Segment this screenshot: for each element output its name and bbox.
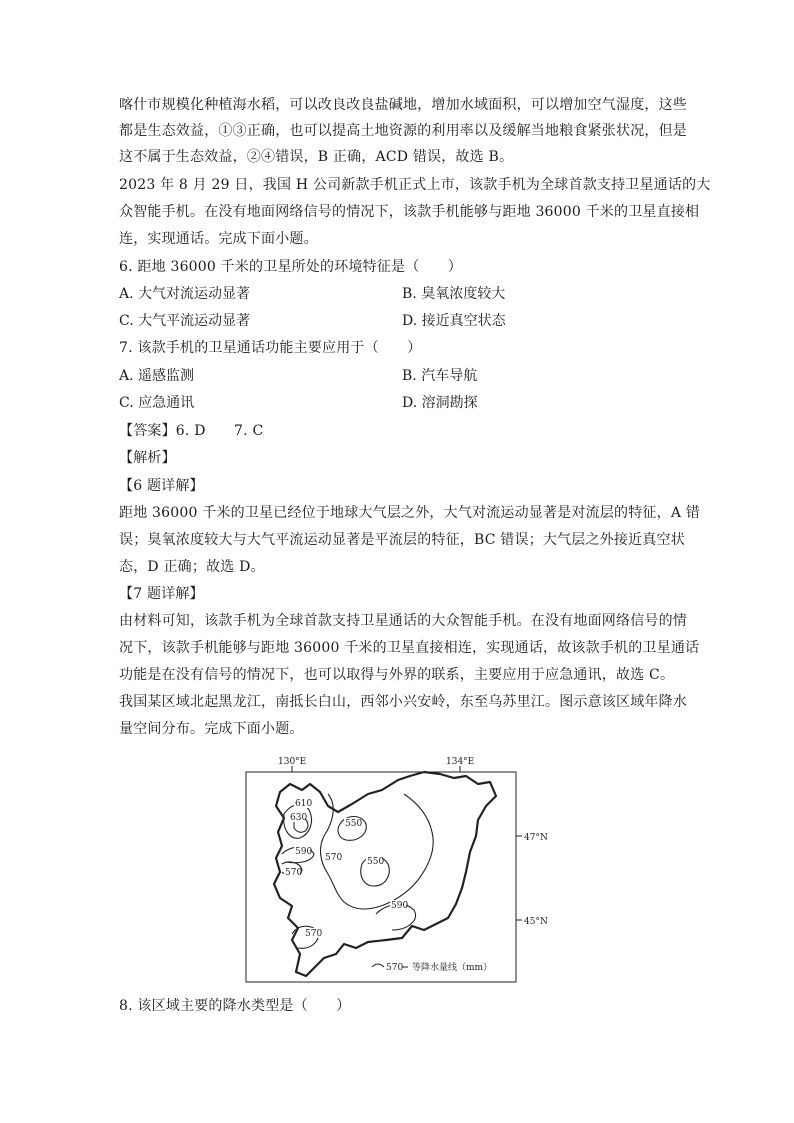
- question-8-stem: 8. 该区域主要的降水类型是（ ）: [119, 998, 351, 1014]
- isoline-label-550-central: 550: [367, 857, 385, 867]
- detail-6-heading: 【6 题详解】: [119, 478, 204, 494]
- lon-label-134: 134°E: [446, 757, 475, 767]
- prev-explanation-line-2: 都是生态效益，①③正确，也可以提高土地资源的利用率以及缓解当地粮食紧张状况，但是: [119, 123, 687, 139]
- question-7-option-b: B. 汽车导航: [402, 368, 478, 384]
- material-1-line-2: 众智能手机。在没有地面网络信号的情况下，该款手机能够与距地 36000 千米的卫星直接相: [119, 204, 700, 220]
- material-2-line-2: 量空间分布。完成下面小题。: [119, 721, 304, 737]
- question-6-stem: 6. 距地 36000 千米的卫星所处的环境特征是（ ）: [119, 259, 463, 275]
- precipitation-map: [240, 754, 560, 986]
- question-6-option-d: D. 接近真空状态: [402, 313, 506, 329]
- legend-isoline-icon: [372, 964, 384, 967]
- question-7-option-c: C. 应急通讯: [119, 395, 195, 411]
- detail-6-line-1: 距地 36000 千米的卫星已经位于地球大气层之外，大气对流运动显著是对流层的特征，A 错: [119, 505, 700, 521]
- isoline-label-630: 630: [290, 813, 308, 823]
- isoline-label-590-west: 590: [295, 847, 313, 857]
- question-6-option-b: B. 臭氧浓度较大: [402, 286, 506, 302]
- detail-7-line-2: 况下，该款手机能够与距地 36000 千米的卫星直接相连，实现通话，故该款手机的卫星通话: [119, 640, 700, 656]
- question-7-option-a: A. 遥感监测: [119, 368, 195, 384]
- question-6-option-c: C. 大气平流运动显著: [119, 313, 251, 329]
- isoline-label-570-south: 570: [305, 929, 323, 939]
- lon-label-130: 130°E: [278, 757, 307, 767]
- answer-line: 【答案】6. D 7. C: [119, 423, 264, 439]
- legend-text: 等降水量线（mm）: [412, 963, 493, 973]
- material-1-line-1: 2023 年 8 月 29 日，我国 H 公司新款手机正式上市，该款手机为全球首款支持卫星通话的大: [119, 177, 711, 193]
- detail-6-line-2: 误；臭氧浓度较大与大气平流运动显著是平流层的特征，BC 错误；大气层之外接近真空状: [119, 532, 685, 548]
- material-1-line-3: 连，实现通话。完成下面小题。: [119, 231, 318, 247]
- legend-value: 570: [386, 963, 404, 973]
- prev-explanation-line-3: 这不属于生态效益，②④错误，B 正确，ACD 错误，故选 B。: [119, 149, 514, 165]
- isoline-label-590-east: 590: [391, 901, 409, 911]
- prev-explanation-line-1: 喀什市规模化种植海水稻，可以改良改良盐碱地，增加水域面积，可以增加空气湿度，这些: [119, 97, 687, 113]
- question-6-option-a: A. 大气对流运动显著: [119, 286, 251, 302]
- detail-7-line-1: 由材料可知，该款手机为全球首款支持卫星通话的大众智能手机。在没有地面网络信号的情: [119, 613, 687, 629]
- isoline-label-570-west: 570: [285, 868, 303, 878]
- isoline-label-550-north: 550: [345, 819, 363, 829]
- question-7-stem: 7. 该款手机的卫星通话功能主要应用于（ ）: [119, 340, 422, 356]
- isoline-label-610: 610: [295, 799, 313, 809]
- detail-6-line-3: 态，D 正确；故选 D。: [119, 559, 265, 575]
- analysis-heading: 【解析】: [119, 450, 176, 466]
- isoline-label-570-central: 570: [325, 853, 343, 863]
- detail-7-line-3: 功能是在没有信号的情况下，也可以取得与外界的联系，主要应用于应急通讯，故选 C。: [119, 667, 675, 683]
- material-2-line-1: 我国某区域北起黑龙江，南抵长白山，西邻小兴安岭，东至乌苏里江。图示意该区域年降水: [119, 694, 687, 710]
- lat-label-47: 47°N: [524, 833, 548, 843]
- question-7-option-d: D. 溶洞勘探: [402, 395, 478, 411]
- detail-7-heading: 【7 题详解】: [119, 586, 204, 602]
- lat-label-45: 45°N: [524, 917, 548, 927]
